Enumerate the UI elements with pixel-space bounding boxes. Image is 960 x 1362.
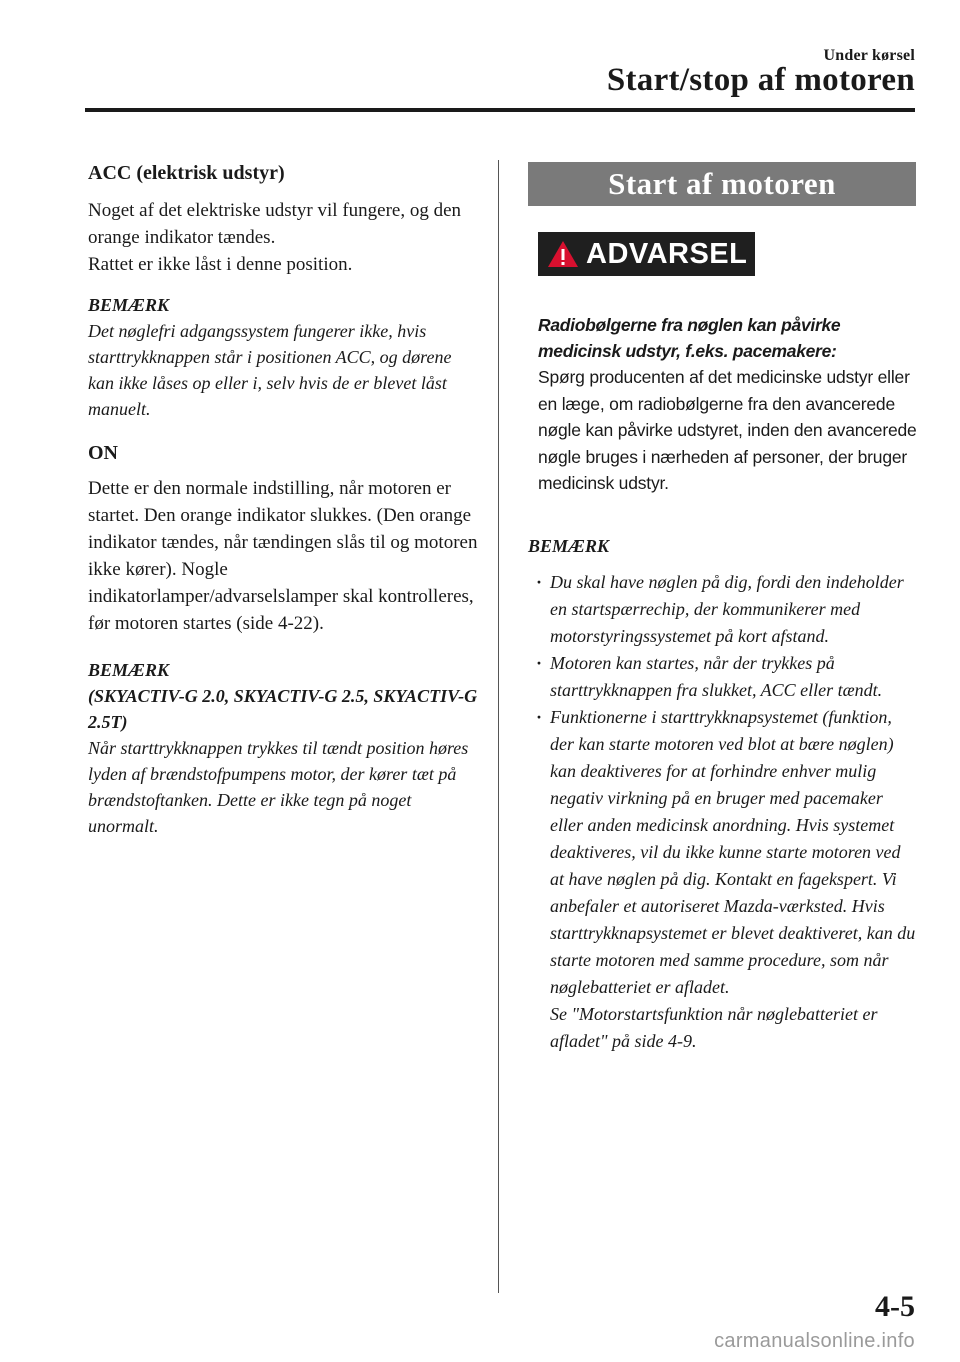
note-text: Når starttrykknappen trykkes til tændt position høres lyden af brændstofpumpens motor, der kører tæt på brændstoftanken. Dette er ikke tegn på noget unormalt. [88,738,469,836]
acc-text-2: Rattet er ikke låst i denne position. [88,254,353,275]
note-models: (SKYACTIV-G 2.0, SKYACTIV-G 2.5, SKYACTIV-G 2.5T) [88,686,478,732]
warning-banner [538,232,755,276]
warning-bold-text: Radiobølgerne fra nøglen kan påvirke medicinsk udstyr, f.eks. pacemakere: [538,315,841,361]
right-column [528,162,918,1055]
note-label: BEMÆRK [88,295,170,315]
note-bullet-list [528,569,918,1055]
list-item: · Du skal have nøglen på dig, fordi den indeholder en startspærrechip, der kommunikerer med motorstyringssystemet på kort afstand. [528,569,918,650]
header-section-label: Under kørsel [823,47,915,64]
list-item: · Motoren kan startes, når der trykkes på starttrykknappen fra slukket, ACC eller tændt. [528,650,918,704]
warning-label: ADVARSEL [586,237,748,270]
on-text: Dette er den normale indstilling, når motoren er startet. Den orange indikator slukkes. (Den orange indikator tændes, når tændingen slås til og motoren ikke kører). Nogle indikatorlamper/advarselslamper skal kontrolleres, før motoren startes (side 4-22). [88,478,478,634]
on-heading: ON [88,442,118,464]
watermark-text: carmanualsonline.info [714,1330,915,1352]
list-item: · Funktionerne i starttrykknapsystemet (funktion, der kan starte motoren ved blot at bære nøglen) kan deaktiveres for at forhindre enhver mulig negativ virkning på en bruger med pacemaker eller anden medicinsk anordning. Hvis systemet deaktiveres, vil du ikke kunne starte motoren ved at have nøglen på dig. Kontakt en fagekspert. Vi anbefaler et autoriseret Mazda-værksted. Hvis starttrykknapsystemet er blevet deaktiveret, kan du starte motoren med samme procedure, som når nøglebatteriet er afladet. [528,704,918,1001]
section-title-bar: Start af motoren [528,162,916,206]
warning-body [538,312,918,497]
page-title: Start/stop af motoren [606,62,915,98]
note-text: Det nøglefri adgangssystem fungerer ikke, hvis starttrykknappen står i positionen ACC, og dørene kan ikke låses op eller i, selv hvis de er blevet låst manuelt. [88,321,452,419]
page-number: 4-5 [875,1290,915,1323]
acc-text: Noget af det elektriske udstyr vil fungere, og den orange indikator tændes. [88,200,462,248]
acc-heading: ACC (elektrisk udstyr) [88,162,285,184]
list-item: Se "Motorstartsfunktion når nøglebatteriet er afladet" på side 4-9. [550,1003,878,1051]
note-label: BEMÆRK [88,660,170,680]
warning-text: Spørg producenten af det medicinske udstyr eller en læge, om radiobølgerne fra den avancerede nøgle kan påvirke udstyret, inden den avancerede nøgle bruges i nærheden af personer, der bruger medicinsk udstyr. [538,367,917,493]
left-column [88,160,480,839]
note-label: BEMÆRK [528,535,610,556]
header-rule [85,108,915,112]
column-divider [498,160,499,1293]
warning-triangle-icon [546,239,580,269]
